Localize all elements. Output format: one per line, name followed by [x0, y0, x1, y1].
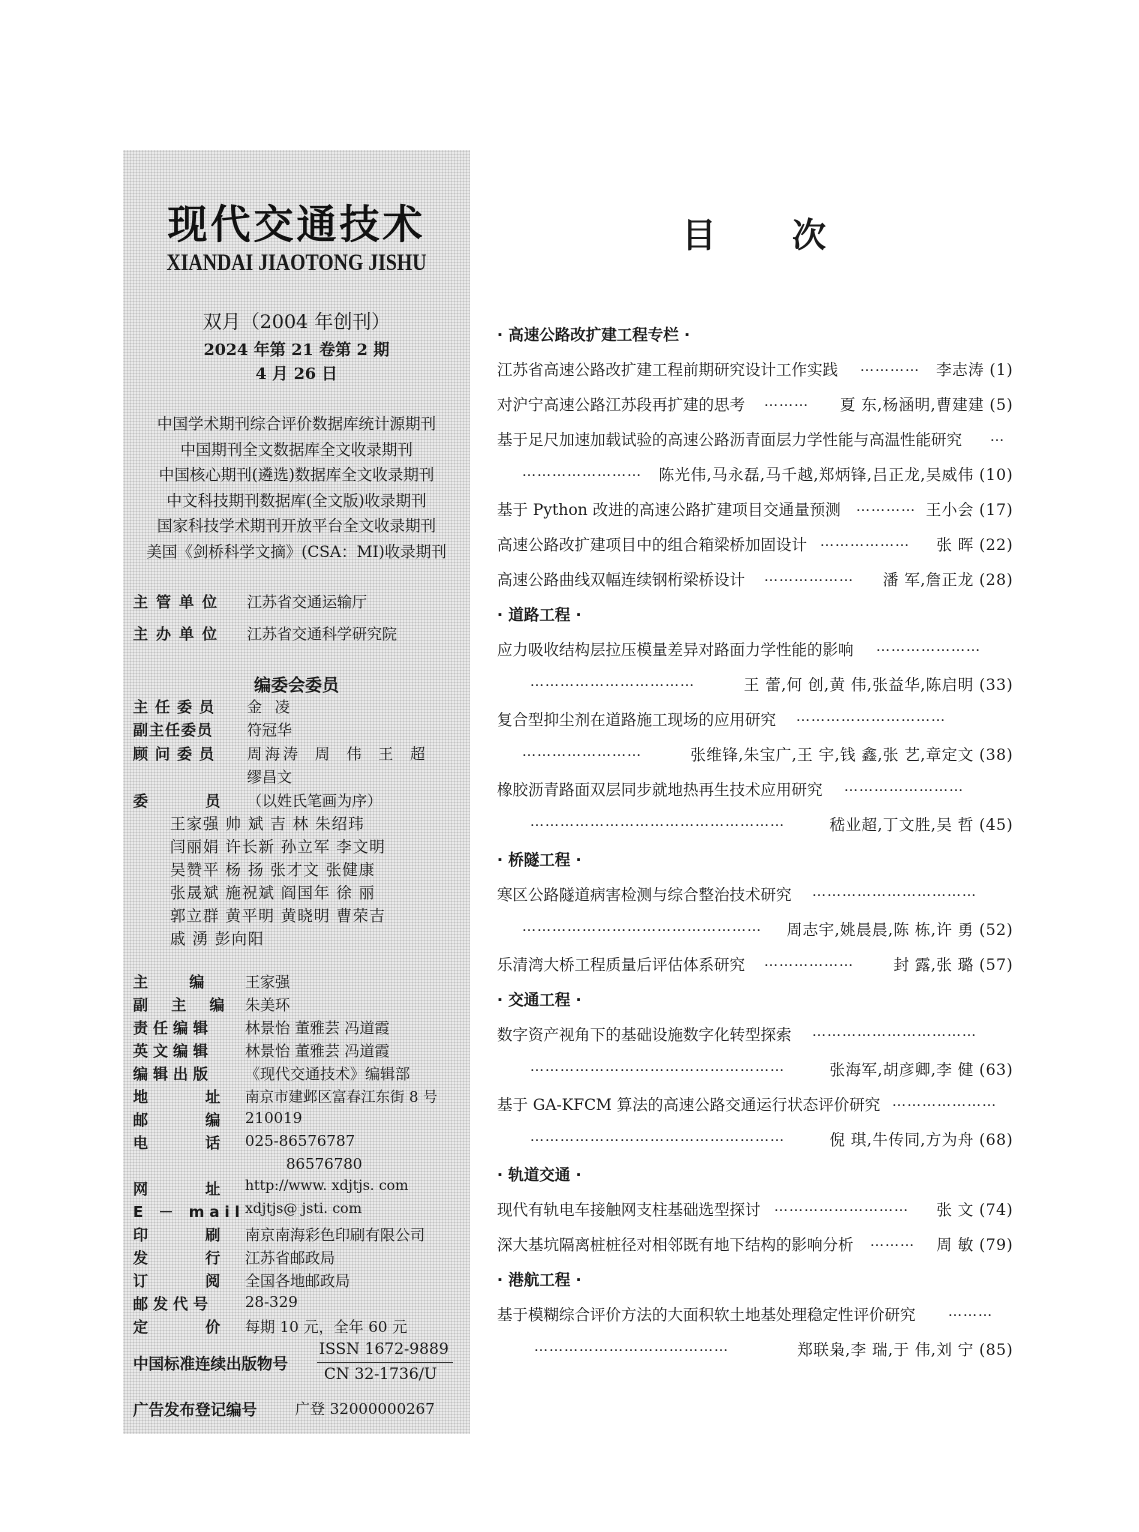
toc-leader-dots: ……………………………: [812, 1024, 977, 1040]
member-line: 吴赞平 杨 扬 张才文 张健康: [170, 861, 376, 879]
masthead-label: 编辑出版: [133, 1065, 214, 1083]
toc-section-heading: · 高速公路改扩建工程专栏 ·: [497, 326, 691, 344]
toc-leader-dots: …………………………: [796, 709, 946, 725]
masthead-value: 210019: [245, 1109, 303, 1127]
toc-leader-dots: …………………………………: [534, 1339, 729, 1355]
masthead-label: 邮发代号: [133, 1295, 214, 1313]
board-label: 顾问委员: [133, 745, 222, 763]
toc-article-authors: 嵇业超,丁文胜,吴 哲 (45): [829, 816, 1013, 834]
cn-number: CN 32-1736/U: [324, 1365, 438, 1383]
toc-leader-dots: ………………………: [774, 1199, 909, 1215]
toc-leader-dots: ………………: [764, 954, 854, 970]
toc-article-title[interactable]: 基于模糊综合评价方法的大面积软土地基处理稳定性评价研究: [497, 1306, 916, 1324]
masthead-label: 订 阅: [133, 1272, 247, 1290]
member-line: 郭立群 黄平明 黄晓明 曹荣吉: [170, 907, 386, 925]
toc-article-title[interactable]: 江苏省高速公路改扩建工程前期研究设计工作实践: [497, 361, 839, 379]
masthead-value: http://www. xdjtjs. com: [245, 1178, 409, 1194]
masthead-label: 发 行: [133, 1249, 247, 1267]
masthead-label: 地 址: [133, 1088, 247, 1106]
toc-leader-dots: ……………………: [844, 779, 964, 795]
masthead-value: 南京市建邺区富春江东街 8 号: [245, 1090, 438, 1106]
toc-article-authors: 倪 琪,牛传同,方为舟 (68): [829, 1131, 1013, 1149]
toc-article-title[interactable]: 寒区公路隧道病害检测与综合整治技术研究: [497, 886, 792, 904]
indexing-item: 中国期刊全文数据库全文收录期刊: [180, 440, 413, 459]
toc-leader-dots: ……………………: [522, 744, 642, 760]
masthead-label: 定 价: [133, 1318, 247, 1336]
sponsor-label: 主办单位: [133, 625, 226, 643]
toc-leader-dots: ………: [870, 1234, 915, 1250]
masthead-label: E － mail: [133, 1203, 245, 1221]
toc-article-title[interactable]: 对沪宁高速公路江苏段再扩建的思考: [497, 396, 746, 414]
masthead-label: 印 刷: [133, 1226, 247, 1244]
board-heading: 编委会委员: [254, 676, 339, 696]
toc-leader-dots: ………: [764, 394, 809, 410]
sponsor-value: 江苏省交通运输厅: [247, 593, 368, 611]
toc-leader-dots: ………: [948, 1304, 993, 1320]
masthead-value: 王家强: [245, 973, 291, 991]
masthead-label: 网 址: [133, 1180, 247, 1198]
toc-article-title[interactable]: 复合型抑尘剂在道路施工现场的应用研究: [497, 711, 777, 729]
toc-leader-dots: ……………………………………………: [530, 814, 785, 830]
toc-article-authors: 张 晖 (22): [936, 536, 1013, 554]
toc-leader-dots: …………: [856, 499, 916, 515]
toc-leader-dots: …………………: [876, 639, 981, 655]
toc-leader-dots: …………………………………………: [522, 919, 762, 935]
masthead-value: 86576780: [286, 1155, 363, 1173]
toc-leader-dots: ……………………………: [812, 884, 977, 900]
sponsor-label: 主管单位: [133, 593, 226, 611]
journal-pinyin: XIANDAI JIAOTONG JISHU: [166, 250, 427, 275]
toc-section-heading: · 轨道交通 ·: [497, 1166, 582, 1184]
board-value: 金 凌: [247, 698, 294, 716]
toc-section-heading: · 桥隧工程 ·: [497, 851, 582, 869]
journal-frequency: 双月（2004 年创刊）: [202, 311, 391, 333]
toc-article-title[interactable]: 数字资产视角下的基础设施数字化转型探索: [497, 1026, 792, 1044]
toc-section-heading: · 道路工程 ·: [497, 606, 582, 624]
toc-article-authors: 潘 军,詹正龙 (28): [882, 571, 1013, 589]
masthead-label: 副 主 编: [133, 996, 234, 1014]
toc-leader-dots: …………………: [892, 1094, 997, 1110]
board-value: 符冠华: [247, 721, 293, 739]
masthead-value: 南京南海彩色印刷有限公司: [245, 1226, 426, 1244]
toc-article-title[interactable]: 基于足尺加速加载试验的高速公路沥青面层力学性能与高温性能研究: [497, 431, 963, 449]
toc-article-authors: 王 蕾,何 创,黄 伟,张益华,陈启明 (33): [743, 676, 1013, 694]
toc-article-authors: 李志涛 (1): [936, 361, 1013, 379]
toc-article-title[interactable]: 现代有轨电车接触网支柱基础选型探讨: [497, 1201, 761, 1219]
serial-label: 中国标准连续出版物号: [133, 1355, 289, 1373]
toc-article-title[interactable]: 应力吸收结构层拉压模量差异对路面力学性能的影响: [497, 641, 854, 659]
ad-registration-value: 广登 32000000267: [295, 1400, 435, 1418]
indexing-item: 中文科技期刊数据库(全文版)收录期刊: [166, 491, 427, 510]
board-value: 周海涛 周 伟 王 超: [247, 745, 429, 763]
journal-issue: 2024 年第 21 卷第 2 期: [203, 340, 390, 359]
toc-leader-dots: ……………………………: [530, 674, 695, 690]
masthead-value: 28-329: [245, 1293, 298, 1311]
toc-article-authors: 陈光伟,马永磊,马千越,郑炳锋,吕正龙,吴威伟 (10): [658, 466, 1013, 484]
member-line: 闫丽娟 许长新 孙立军 李文明: [170, 838, 386, 856]
toc-article-authors: 周志宇,姚晨晨,陈 栋,许 勇 (52): [786, 921, 1013, 939]
member-line: 王家强 帅 斌 吉 林 朱绍玮: [170, 815, 365, 833]
toc-leader-dots: ……………………………………………: [530, 1059, 785, 1075]
toc-article-authors: 张维锋,朱宝广,王 宇,钱 鑫,张 艺,章定文 (38): [690, 746, 1013, 764]
masthead-label: 责任编辑: [133, 1019, 214, 1037]
journal-info-panel: [123, 150, 470, 1434]
masthead-value: 每期 10 元，全年 60 元: [245, 1318, 408, 1336]
toc-leader-dots: …………: [860, 359, 920, 375]
board-value: 缪昌文: [247, 768, 293, 786]
masthead-label: 电 话: [133, 1134, 247, 1152]
board-label: 主任委员: [133, 698, 222, 716]
sponsor-value: 江苏省交通科学研究院: [247, 625, 398, 643]
toc-article-title[interactable]: 橡胶沥青路面双层同步就地热再生技术应用研究: [497, 781, 823, 799]
toc-article-title[interactable]: 基于 Python 改进的高速公路扩建项目交通量预测: [497, 501, 841, 519]
toc-article-authors: 夏 东,杨涵明,曹建建 (5): [839, 396, 1013, 414]
toc-leader-dots: ………………: [764, 569, 854, 585]
toc-leader-dots: …: [990, 429, 1005, 445]
masthead-value: 江苏省邮政局: [245, 1249, 336, 1267]
journal-date: 4 月 26 日: [255, 364, 338, 383]
journal-title: 现代交通技术: [167, 202, 426, 248]
toc-article-title[interactable]: 高速公路改扩建项目中的组合箱梁桥加固设计: [497, 536, 808, 554]
masthead-value: 朱美环: [245, 996, 291, 1014]
toc-article-title[interactable]: 基于 GA-KFCM 算法的高速公路交通运行状态评价研究: [497, 1096, 881, 1114]
masthead-label: 主 编: [133, 973, 223, 991]
issn-number: ISSN 1672-9889: [319, 1340, 449, 1358]
indexing-list: [123, 412, 470, 566]
toc-article-authors: 王小会 (17): [925, 501, 1013, 519]
member-line: 张晟斌 施祝斌 阎国年 徐 丽: [170, 884, 376, 902]
indexing-item: 中国学术期刊综合评价数据库统计源期刊: [156, 415, 436, 433]
toc-leader-dots: ……………………………………………: [530, 1129, 785, 1145]
toc-article-authors: 封 露,张 璐 (57): [893, 956, 1013, 974]
contents-title-char: 目: [682, 216, 717, 256]
ad-registration-label: 广告发布登记编号: [133, 1401, 258, 1419]
masthead-value: 林景怡 董雅芸 冯道霞: [245, 1019, 390, 1037]
indexing-item: 国家科技学术期刊开放平台全文收录期刊: [156, 517, 436, 536]
indexing-item: 中国核心期刊(遴选)数据库全文收录期刊: [158, 466, 435, 485]
masthead-label: 英文编辑: [133, 1042, 214, 1060]
indexing-item: 美国《剑桥科学文摘》(CSA：MI)收录期刊: [146, 542, 447, 561]
toc-section-heading: · 交通工程 ·: [497, 991, 582, 1009]
toc-article-authors: 周 敏 (79): [936, 1236, 1013, 1254]
issn-divider: [317, 1362, 453, 1363]
masthead-value: 025-86576787: [245, 1132, 356, 1150]
masthead-value: 林景怡 董雅芸 冯道霞: [245, 1042, 390, 1060]
board-label: 委 员: [133, 792, 247, 810]
board-label: 副主任委员: [133, 721, 214, 739]
toc-article-authors: 张 文 (74): [936, 1201, 1013, 1219]
toc-article-title[interactable]: 深大基坑隔离桩桩径对相邻既有地下结构的影响分析: [497, 1236, 854, 1254]
toc-article-authors: 郑联枭,李 瑞,于 伟,刘 宁 (85): [797, 1341, 1013, 1359]
toc-leader-dots: ………………: [820, 534, 910, 550]
masthead-value: xdjtjs@ jsti. com: [245, 1201, 362, 1217]
masthead-label: 邮 编: [133, 1111, 247, 1129]
toc-section-heading: · 港航工程 ·: [497, 1271, 582, 1289]
toc-leader-dots: ……………………: [522, 464, 642, 480]
board-value: （以姓氏笔画为序）: [247, 792, 383, 810]
masthead-value: 《现代交通技术》编辑部: [245, 1065, 411, 1083]
masthead-value: 全国各地邮政局: [245, 1272, 351, 1290]
toc-article-authors: 张海军,胡彦卿,李 健 (63): [829, 1061, 1013, 1079]
toc-article-title[interactable]: 高速公路曲线双幅连续钢桁梁桥设计: [497, 571, 746, 589]
contents-title-char: 次: [792, 216, 827, 256]
member-line: 戚 湧 彭向阳: [170, 930, 265, 948]
toc-article-title[interactable]: 乐清湾大桥工程质量后评估体系研究: [497, 956, 746, 974]
